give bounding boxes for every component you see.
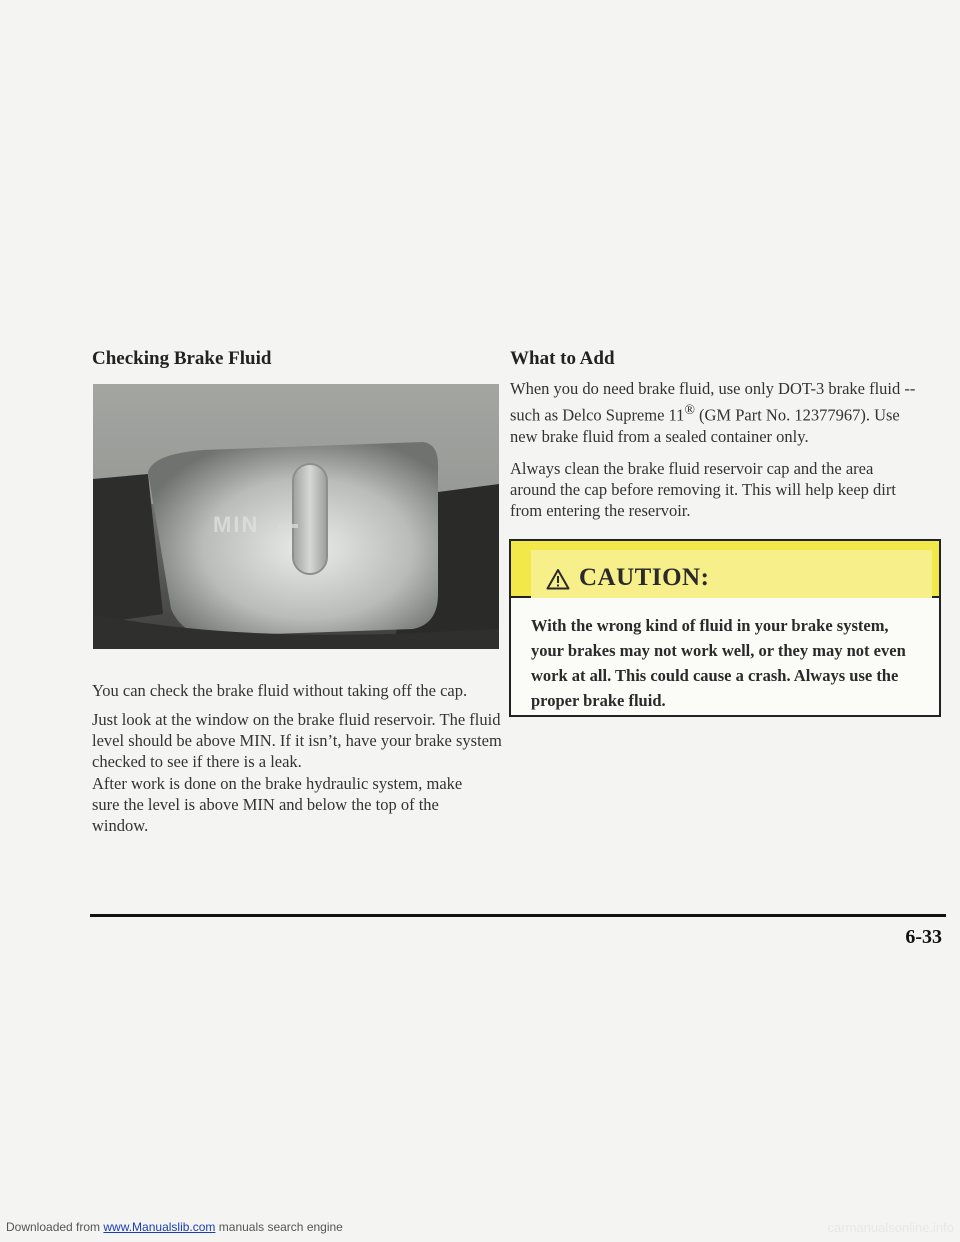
caution-header <box>511 541 939 598</box>
caution-box <box>509 539 941 717</box>
paragraph-look-at-window: Just look at the window on the brake fluid reservoir. The fluid level should be above MIN. If it isn’t, have your brake system checked to see if there is a leak. <box>92 710 502 771</box>
registered-mark: ® <box>684 402 695 417</box>
caution-header-band <box>531 550 932 598</box>
footer-rule <box>90 914 946 917</box>
brake-fluid-reservoir-photo <box>93 384 499 649</box>
min-mark-label: MIN <box>213 512 260 537</box>
paragraph-dot3-fluid-text: When you do need brake fluid, use only DOT-3 brake fluid -- such as Delco Supreme 11 <box>510 379 916 425</box>
section-heading-checking-brake-fluid: Checking Brake Fluid <box>92 348 272 369</box>
reservoir-illustration <box>93 384 499 649</box>
paragraph-after-work: After work is done on the brake hydraulic system, make sure the level is above MIN and below the top of the window. <box>92 774 463 835</box>
caution-title: CAUTION: <box>579 564 710 591</box>
footer-prefix: Downloaded from <box>6 1220 104 1234</box>
download-footer <box>6 1220 343 1234</box>
section-heading-what-to-add: What to Add <box>510 348 615 369</box>
paragraph-dot3-fluid <box>510 378 920 447</box>
footer-suffix: manuals search engine <box>215 1220 343 1234</box>
manualslib-link[interactable]: www.Manualslib.com <box>103 1220 216 1234</box>
paragraph-clean-cap: Always clean the brake fluid reservoir cap and the area around the cap before removing it. This will help keep dirt from entering the reservoir. <box>510 459 896 520</box>
page-number: 6-33 <box>905 926 942 948</box>
paragraph-check-without-cap: You can check the brake fluid without taking off the cap. <box>92 681 468 700</box>
caution-body: With the wrong kind of fluid in your brake system, your brakes may not work well, or they may not even work at all. This could cause a crash. Always use the proper brake fluid. <box>531 616 906 710</box>
paragraph-dot3-fluid-text-end: (GM Part No. 12377967). Use new brake fluid from a sealed container only. <box>510 405 900 446</box>
site-watermark: carmanualsonline.info <box>827 1220 954 1235</box>
warning-triangle-icon <box>546 568 570 590</box>
